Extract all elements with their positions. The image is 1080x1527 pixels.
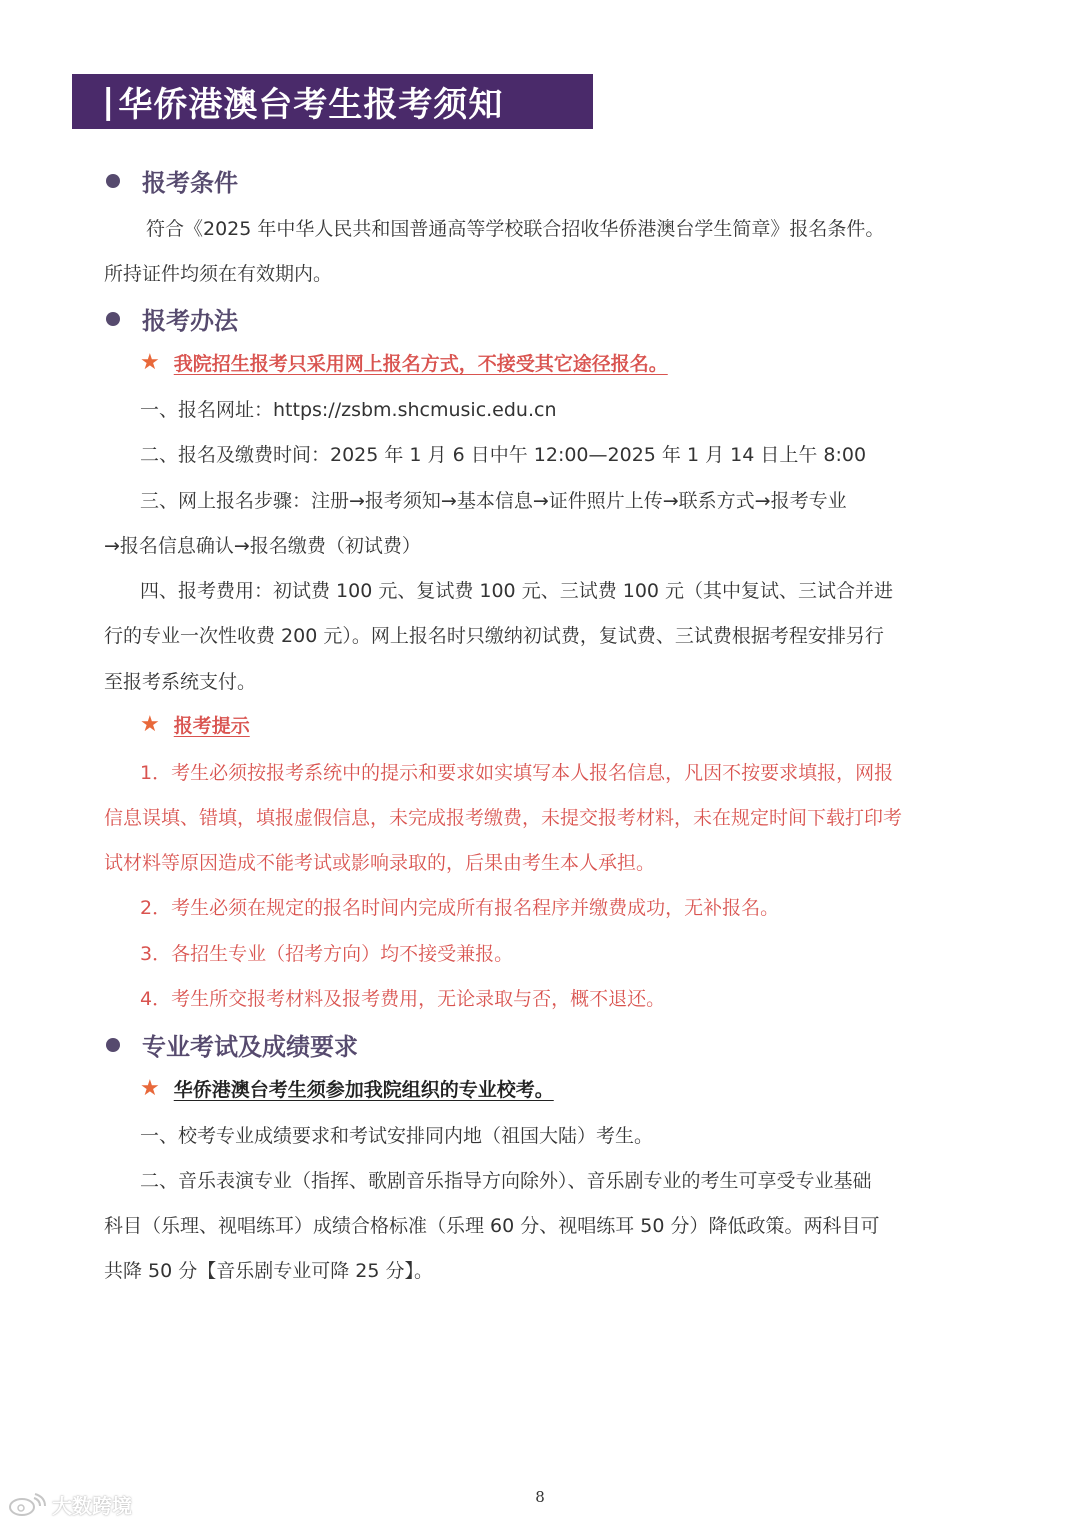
exam-required-note	[140, 1075, 554, 1102]
tip-3: 3．各招生专业（招考方向）均不接受兼报。	[140, 943, 514, 965]
watermark	[8, 1490, 132, 1519]
section-heading-exam	[106, 1027, 358, 1062]
title-bar-mark: |	[102, 81, 115, 122]
tip-1-line-1: 1．考生必须按报考系统中的提示和要求如实填写本人报名信息，凡因不按要求填报，网报	[140, 762, 894, 784]
section-heading-text: 专业考试及成绩要求	[142, 1033, 358, 1061]
tip-1-line-3: 试材料等原因造成不能考试或影响录取的，后果由考生本人承担。	[104, 852, 656, 874]
registration-time: 二、报名及缴费时间：2025 年 1 月 6 日中午 12:00—2025 年 1 月 14 日上午 8:00	[140, 444, 867, 466]
bullet-dot-icon	[106, 174, 120, 188]
page-title: 华侨港澳台考生报考须知	[118, 85, 504, 125]
tip-4: 4．考生所交报考材料及报考费用，无论录取与否，概不退还。	[140, 988, 666, 1010]
registration-url: 一、报名网址：https://zsbm.shcmusic.edu.cn	[140, 399, 557, 421]
section-heading-method	[106, 301, 238, 336]
exam-item-1: 一、校考专业成绩要求和考试安排同内地（祖国大陆）考生。	[140, 1125, 654, 1147]
exam-item-2-line-3: 共降 50 分【音乐剧专业可降 25 分】。	[104, 1260, 434, 1282]
page-title-bar	[72, 74, 593, 129]
fees-line-1: 四、报考费用：初试费 100 元、复试费 100 元、三试费 100 元（其中复试、三试合并进	[140, 580, 894, 602]
section-heading-conditions	[106, 163, 238, 198]
tips-heading-text: 报考提示	[173, 715, 250, 737]
star-icon: ★	[140, 350, 160, 375]
exam-required-note-text: 华侨港澳台考生须参加我院组织的专业校考。	[173, 1079, 554, 1101]
bullet-dot-icon	[106, 312, 120, 326]
bullet-dot-icon	[106, 1038, 120, 1052]
star-icon: ★	[140, 1076, 160, 1101]
tip-1-line-2: 信息误填、错填，填报虚假信息，未完成报考缴费，未提交报考材料，未在规定时间下载打印考	[104, 807, 903, 829]
watermark-text: 大数跨境	[52, 1494, 132, 1518]
weibo-logo-icon	[8, 1492, 48, 1518]
section-heading-text: 报考办法	[142, 307, 238, 335]
page-number: 8	[535, 1488, 545, 1506]
exam-item-2-line-2: 科目（乐理、视唱练耳）成绩合格标准（乐理 60 分、视唱练耳 50 分）降低政策。两科目可	[104, 1215, 880, 1237]
section-heading-text: 报考条件	[142, 169, 238, 197]
online-only-note	[140, 349, 668, 376]
conditions-line-1: 符合《2025 年中华人民共和国普通高等学校联合招收华侨港澳台学生简章》报名条件。	[146, 218, 885, 240]
star-icon: ★	[140, 712, 160, 737]
online-only-note-text: 我院招生报考只采用网上报名方式，不接受其它途径报名。	[173, 353, 668, 375]
fees-line-3: 至报考系统支付。	[104, 671, 257, 693]
registration-steps-line-1: 三、网上报名步骤：注册→报考须知→基本信息→证件照片上传→联系方式→报考专业	[140, 490, 847, 512]
conditions-line-2: 所持证件均须在有效期内。	[104, 263, 333, 285]
registration-steps-line-2: →报名信息确认→报名缴费（初试费）	[104, 535, 421, 557]
tip-2: 2．考生必须在规定的报名时间内完成所有报名程序并缴费成功，无补报名。	[140, 897, 780, 919]
fees-line-2: 行的专业一次性收费 200 元）。网上报名时只缴纳初试费，复试费、三试费根据考程安排另行	[104, 625, 884, 647]
exam-item-2-line-1: 二、音乐表演专业（指挥、歌剧音乐指导方向除外）、音乐剧专业的考生可享受专业基础	[140, 1170, 872, 1192]
tips-heading	[140, 711, 250, 738]
